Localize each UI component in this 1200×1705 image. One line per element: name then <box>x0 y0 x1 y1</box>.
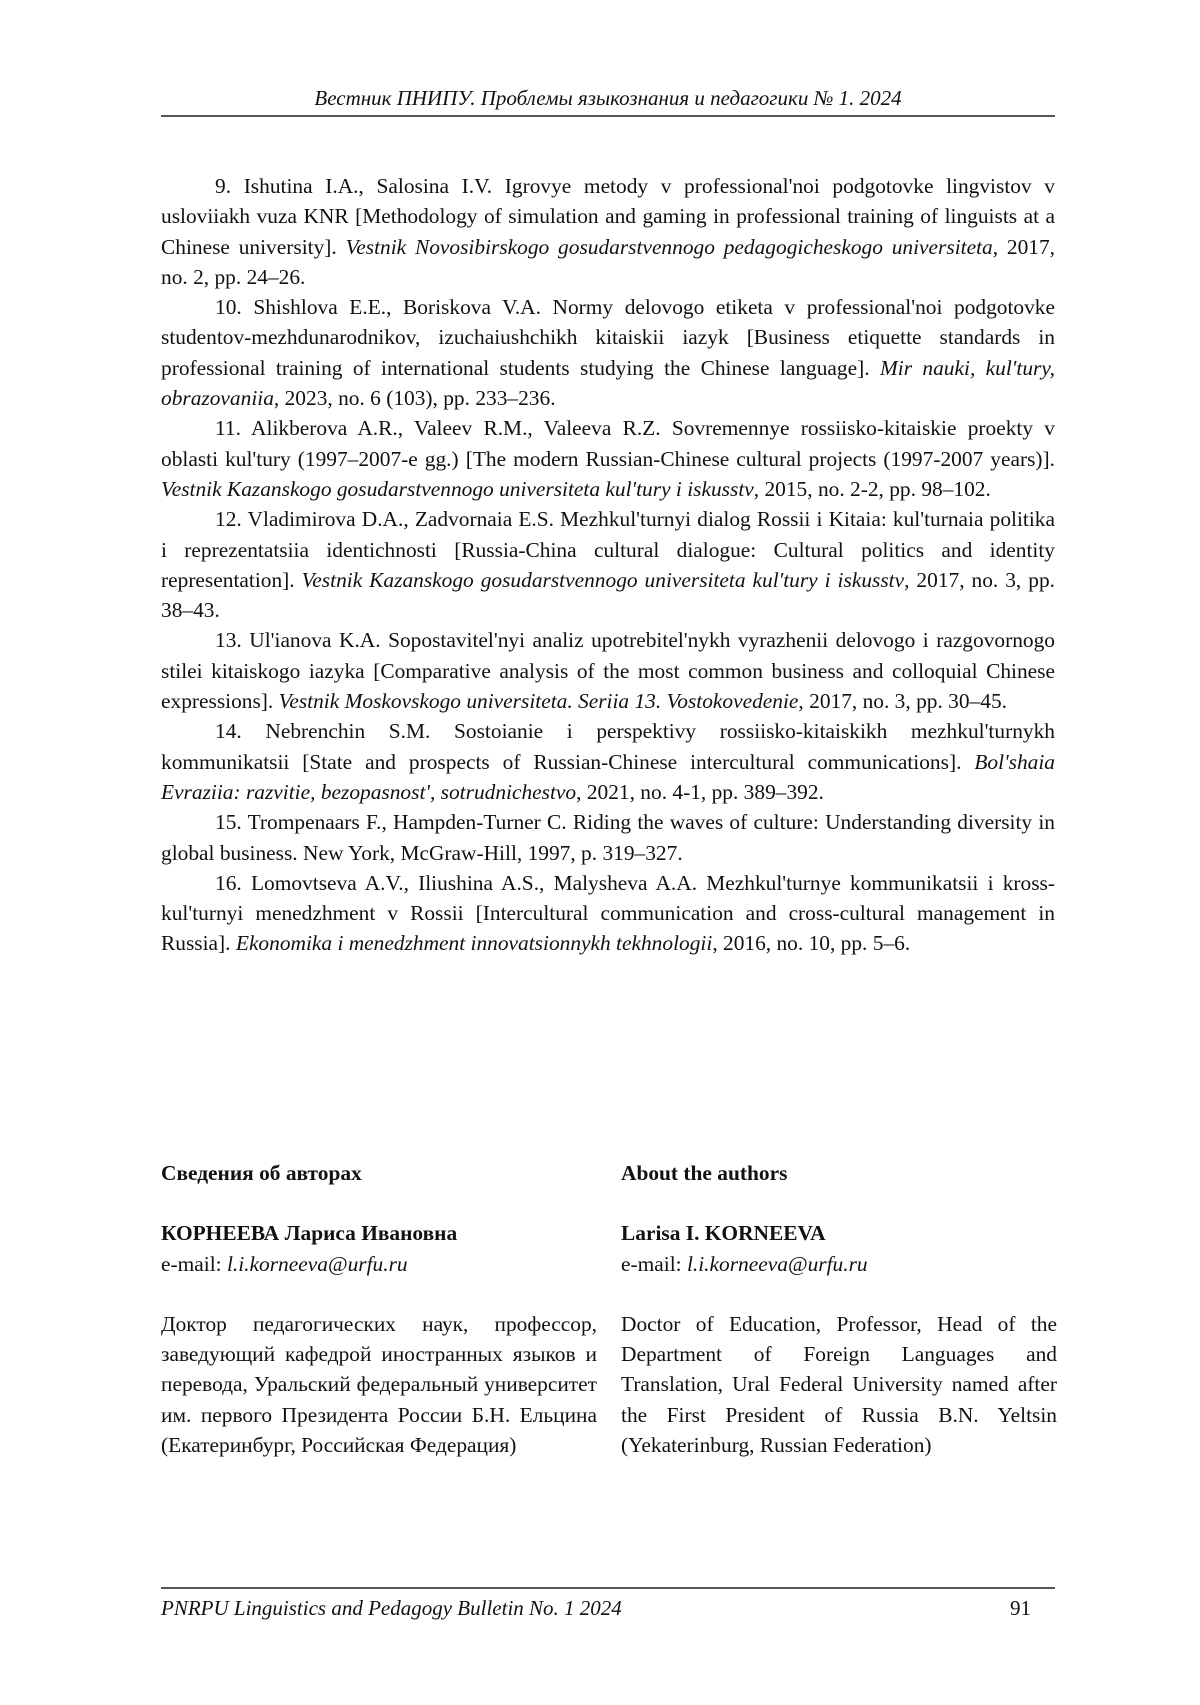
page-number: 91 <box>1010 1596 1031 1621</box>
reference-journal: Mir nauki, kul'tury, obrazovaniia <box>161 356 1055 410</box>
authors-heading-ru: Сведения об авторах <box>161 1158 597 1188</box>
reference-details: , 2017, no. 2, pp. 24–26. <box>161 235 1055 289</box>
reference-text: Lomovtseva A.V., Iliushina A.S., Malysheva A.A. Mezhkul'turnye kommunikatsii i kross-kul'turnyi menedzhment v Rossii [Intercultural communication and cross-cultural management in Russia]. <box>161 871 1055 956</box>
reference-journal: Vestnik Novosibirskogo gosudarstvennogo pedagogicheskogo universiteta <box>346 235 993 259</box>
author-bio-ru: Доктор педагогических наук, профессор, заведующий кафедрой иностранных языков и перевода, Уральский федеральный университет им. первого Президента России Б.Н. Ельцина (Екатеринбург, Российская Федерация) <box>161 1309 597 1460</box>
reference-journal: Ekonomika i menedzhment innovatsionnykh tekhnologii <box>236 931 712 955</box>
running-header: Вестник ПНИПУ. Проблемы языкознания и педагогики № 1. 2024 <box>161 86 1055 111</box>
running-footer: PNRPU Linguistics and Pedagogy Bulletin No. 1 2024 <box>161 1596 622 1621</box>
reference-number: 10. <box>215 295 242 319</box>
email-label: e-mail: <box>621 1252 687 1276</box>
reference-item <box>161 716 1055 807</box>
reference-number: 11. <box>215 416 241 440</box>
reference-number: 13. <box>215 628 242 652</box>
reference-item <box>161 807 1055 868</box>
reference-details: , 2017, no. 3, pp. 30–45. <box>798 689 1007 713</box>
footer-rule <box>161 1587 1055 1589</box>
author-bio-en: Doctor of Education, Professor, Head of the Department of Foreign Languages and Translation, Ural Federal University named after the First President of Russia B.N. Yeltsin (Yekaterinburg, Russian Federation) <box>621 1309 1057 1460</box>
reference-journal: Bol'shaia Evraziia: razvitie, bezopasnost', sotrudnichestvo <box>161 750 1055 804</box>
reference-text: Ul'ianova K.A. Sopostavitel'nyi analiz upotrebitel'nykh vyrazhenii delovogo i razgovornogo stilei kitaiskogo iazyka [Comparative analysis of the most common business and colloquial Chinese expressions]. <box>161 628 1055 713</box>
reference-item <box>161 504 1055 625</box>
email-link[interactable]: l.i.korneeva@urfu.ru <box>227 1252 408 1276</box>
authors-info-ru <box>161 1158 597 1460</box>
header-rule <box>161 115 1055 117</box>
reference-details: , 2015, no. 2-2, pp. 98–102. <box>754 477 991 501</box>
author-email-ru <box>161 1249 597 1279</box>
reference-item <box>161 413 1055 504</box>
reference-item <box>161 625 1055 716</box>
reference-number: 16. <box>215 871 242 895</box>
reference-text: Vladimirova D.A., Zadvornaia E.S. Mezhkul'turnyi dialog Rossii i Kitaia: kul'turnaia politika i reprezentatsiia identichnosti [Russia-China cultural dialogue: Cultural politics and identity representation]. <box>161 507 1055 592</box>
reference-journal: Vestnik Moskovskogo universiteta. Seriia 13. Vostokovedenie <box>279 689 799 713</box>
reference-details: , 2023, no. 6 (103), pp. 233–236. <box>274 386 556 410</box>
reference-text: Trompenaars F., Hampden-Turner C. Riding the waves of culture: Understanding diversity in global business. New York, McGraw-Hill, 1997, p. 319–327. <box>161 810 1055 864</box>
reference-item <box>161 171 1055 292</box>
reference-number: 12. <box>215 507 242 531</box>
author-email-en <box>621 1249 1057 1279</box>
reference-item <box>161 292 1055 413</box>
reference-text: Ishutina I.A., Salosina I.V. Igrovye metody v professional'noi podgotovke lingvistov v usloviiakh vuza KNR [Methodology of simulation and gaming in professional training of linguists at a Chinese university]. <box>161 174 1055 259</box>
author-name-ru: КОРНЕЕВА Лариса Ивановна <box>161 1218 597 1248</box>
authors-info-en <box>621 1158 1057 1460</box>
reference-journal: Vestnik Kazanskogo gosudarstvennogo universiteta kul'tury i iskusstv <box>161 477 754 501</box>
reference-details: , 2021, no. 4-1, pp. 389–392. <box>576 780 824 804</box>
reference-list <box>161 171 1055 959</box>
reference-details: , 2017, no. 3, pp. 38–43. <box>161 568 1055 622</box>
reference-number: 15. <box>215 810 242 834</box>
reference-journal: Vestnik Kazanskogo gosudarstvennogo universiteta kul'tury i iskusstv <box>302 568 905 592</box>
reference-text: Nebrenchin S.M. Sostoianie i perspektivy rossiisko-kitaiskikh mezhkul'turnykh kommunikatsii [State and prospects of Russian-Chinese intercultural communications]. <box>161 719 1055 773</box>
reference-text: Shishlova E.E., Boriskova V.A. Normy delovogo etiketa v professional'noi podgotovke studentov-mezhdunarodnikov, izuchaiushchikh kitaiskii iazyk [Business etiquette standards in professional training of international students studying the Chinese language]. <box>161 295 1055 380</box>
reference-text: Alikberova A.R., Valeev R.M., Valeeva R.Z. Sovremennye rossiisko-kitaiskie proekty v oblasti kul'tury (1997–2007-e gg.) [The modern Russian-Chinese cultural projects (1997-2007 years)]. <box>161 416 1055 470</box>
author-name-en: Larisa I. KORNEEVA <box>621 1218 1057 1248</box>
reference-details: , 2016, no. 10, pp. 5–6. <box>712 931 910 955</box>
authors-heading-en: About the authors <box>621 1158 1057 1188</box>
email-label: e-mail: <box>161 1252 227 1276</box>
email-link[interactable]: l.i.korneeva@urfu.ru <box>687 1252 868 1276</box>
reference-item <box>161 868 1055 959</box>
reference-number: 9. <box>215 174 231 198</box>
reference-number: 14. <box>215 719 242 743</box>
